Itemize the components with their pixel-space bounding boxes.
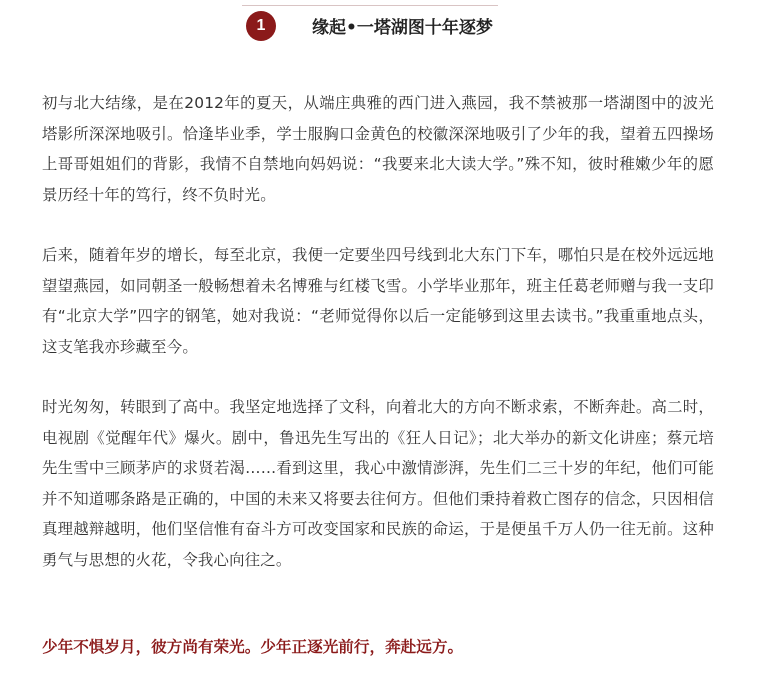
section-number-badge: 1: [246, 11, 276, 41]
closing-statement: 少年不惧岁月，彼方尚有荣光。少年正逐光前行，奔赴远方。: [42, 638, 464, 656]
article-body: [42, 88, 714, 575]
section-title: 缘起•一塔湖图十年逐梦: [312, 18, 493, 38]
paragraph-1: 初与北大结缘，是在2012年的夏天，从端庄典雅的西门进入燕园，我不禁被那一塔湖图中的波光塔影所深深地吸引。恰逢毕业季，学士服胸口金黄色的校徽深深地吸引了少年的我，望着五四操场上哥哥姐姐们的背影，我情不自禁地向妈妈说：“我要来北大读大学。”殊不知，彼时稚嫩少年的愿景历经十年的笃行，终不负时光。: [42, 94, 714, 204]
section-header: [0, 0, 757, 52]
header-divider: [242, 5, 498, 6]
paragraph-3: 时光匆匆，转眼到了高中。我坚定地选择了文科，向着北大的方向不断求索，不断奔赴。高二时，电视剧《觉醒年代》爆火。剧中，鲁迅先生写出的《狂人日记》；北大举办的新文化讲座；蔡元培先生雪中三顾茅庐的求贤若渴……看到这里，我心中激情澎湃，先生们二三十岁的年纪，他们可能并不知道哪条路是正确的，中国的未来又将要去往何方。但他们秉持着救亡图存的信念，只因相信真理越辩越明，他们坚信惟有奋斗方可改变国家和民族的命运，于是便虽千万人仍一往无前。这种勇气与思想的火花，令我心向往之。: [42, 398, 714, 569]
paragraph-2: 后来，随着年岁的增长，每至北京，我便一定要坐四号线到北大东门下车，哪怕只是在校外远远地望望燕园，如同朝圣一般畅想着未名博雅与红楼飞雪。小学毕业那年，班主任葛老师赠与我一支印有“北京大学”四字的钢笔，她对我说：“老师觉得你以后一定能够到这里去读书。”我重重地点头，这支笔我亦珍藏至今。: [42, 246, 714, 356]
